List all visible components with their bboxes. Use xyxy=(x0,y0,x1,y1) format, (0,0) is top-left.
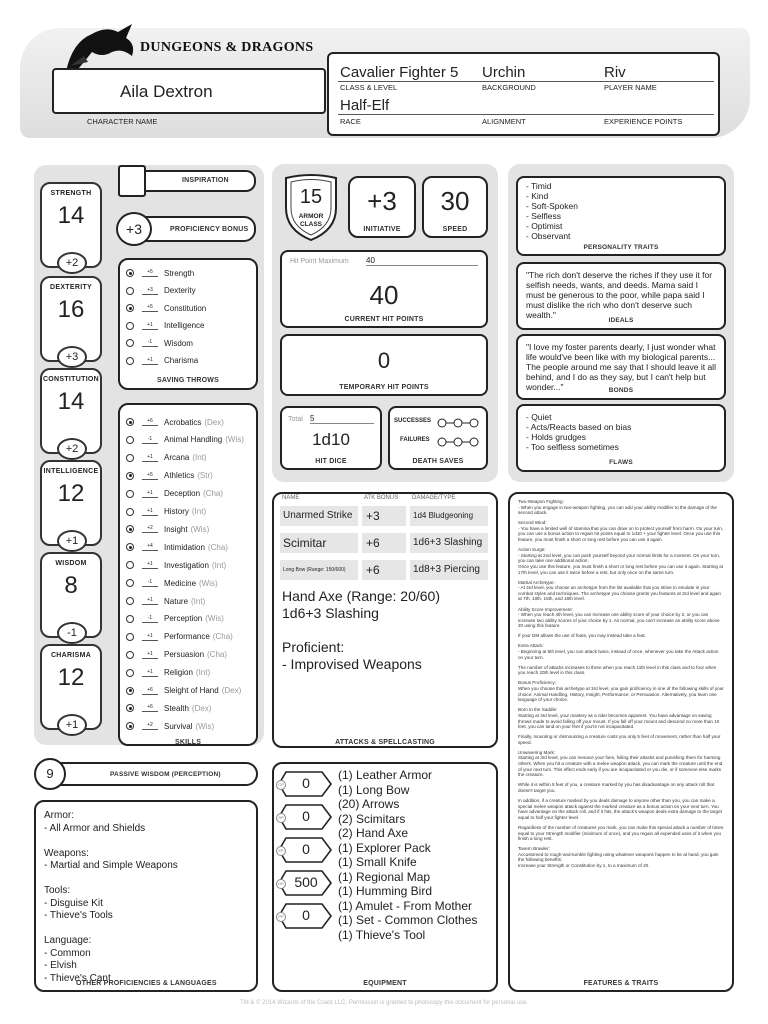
skill-ability: (Int) xyxy=(211,560,227,570)
ideals-label: IDEALS xyxy=(608,317,634,324)
skill-name: Nature xyxy=(164,596,189,606)
feature-paragraph: Unwavering Mark: Starting at 3rd level, you can menace your foes, foiling their attacks and punishing them for harming others. When you hit a creature with a melee weapon attack, you can mark the creature until the end of your next turn. This effect ends early if you are incapacitated or you die, or if someone else marks the creature. xyxy=(518,749,723,778)
proficiency-dot[interactable] xyxy=(126,322,134,330)
failure-checkboxes[interactable] xyxy=(436,434,480,444)
skill-ability: (Wis) xyxy=(225,435,244,445)
skill-bonus: +2 xyxy=(142,722,158,730)
ability-modifier: +2 xyxy=(57,252,87,274)
bonds-label: BONDS xyxy=(608,387,634,394)
saving-throw-bonus: +5 xyxy=(142,269,158,277)
coin-box[interactable] xyxy=(276,804,332,830)
alignment-label: ALIGNMENT xyxy=(482,117,526,126)
coin-code: SP xyxy=(276,813,286,823)
attack-damage: 1d6+3 Slashing xyxy=(410,533,488,553)
ability-modifier: +3 xyxy=(57,346,87,368)
proficiency-dot[interactable] xyxy=(126,339,134,347)
skill-ability: (Cha) xyxy=(212,632,233,642)
proficiency-dot[interactable] xyxy=(126,508,134,516)
saving-throw-bonus: +5 xyxy=(142,304,158,312)
proficiency-line xyxy=(44,923,250,936)
coin-value: 0 xyxy=(302,841,310,857)
flaws-text[interactable] xyxy=(526,412,631,452)
feature-paragraph: Two-Weapon Fighting: - When you engage in two-weapon fighting, you can add your ability modifier to the damage of the second attack. xyxy=(518,499,717,516)
race-label: RACE xyxy=(340,117,361,126)
hit-dice-total-label: Total xyxy=(288,416,303,423)
feature-paragraph: Ability Score Improvement: - When you reach 4th level, you can increase one ability score of your choice by 2, or you can increase two ability scores of your choice by 1. As normal, you can't increase an ability score above 20 using this feature. xyxy=(518,606,720,629)
bonds-text[interactable]: "I love my foster parents dearly, I just wonder what life would've been like with my biological parents... The people around me say that I should leave it all behind, and I do as they say, but I can't help but wonder..." xyxy=(526,342,716,392)
attack-damage: 1d8+3 Piercing xyxy=(410,560,488,580)
temp-hp-label: TEMPORARY HIT POINTS xyxy=(339,384,429,391)
skill-name: Deception xyxy=(164,489,201,499)
proficiency-line xyxy=(44,873,250,886)
speed-label: SPEED xyxy=(442,226,468,233)
proficiency-line: Language: xyxy=(44,935,92,946)
skill-bonus: +5 xyxy=(142,472,158,480)
skill-row[interactable] xyxy=(126,505,206,519)
skill-ability: (Wis) xyxy=(195,721,215,731)
ability-wisdom xyxy=(40,552,102,638)
skill-name: Investigation xyxy=(164,560,209,570)
ability-score[interactable]: 14 xyxy=(57,388,85,415)
ability-score[interactable]: 14 xyxy=(57,202,85,229)
skill-ability: (Str) xyxy=(197,471,213,481)
skill-ability: (Cha) xyxy=(207,650,228,660)
proficiency-dot[interactable] xyxy=(126,579,134,587)
ability-name: CONSTITUTION xyxy=(42,376,100,383)
proficiency-dot[interactable] xyxy=(126,525,134,533)
skill-row[interactable] xyxy=(126,684,241,698)
equipment-item: (2) Scimitars xyxy=(338,811,406,826)
ability-score[interactable]: 12 xyxy=(57,664,85,691)
temp-hp-value[interactable]: 0 xyxy=(377,348,391,373)
coin-box[interactable] xyxy=(276,771,332,797)
proficiency-dot[interactable] xyxy=(126,669,134,677)
skill-name: Stealth xyxy=(164,703,189,713)
skill-row[interactable] xyxy=(126,701,211,715)
background-value[interactable]: Urchin xyxy=(482,64,526,81)
proficiency-dot[interactable] xyxy=(126,418,134,426)
attack-note-line: - Improvised Weapons xyxy=(282,656,422,672)
feature-paragraph: The number of attacks increases to three when you reach 11th level in this class and to four when you reach 20th level in this class. xyxy=(518,664,717,676)
skill-bonus: +1 xyxy=(142,651,158,659)
saving-throw-name: Constitution xyxy=(164,303,207,313)
skill-ability: (Int) xyxy=(195,668,211,678)
skill-ability: (Wis) xyxy=(190,524,210,534)
footer-copyright: TM & © 2014 Wizards of the Coast LLC. Permission is granted to photocopy this document for personal use. xyxy=(240,1000,528,1006)
ability-name: DEXTERITY xyxy=(50,284,92,291)
class-level-value[interactable]: Cavalier Fighter 5 xyxy=(340,64,459,81)
proficiency-dot[interactable] xyxy=(126,269,134,277)
ability-intelligence xyxy=(40,460,102,546)
proficiency-line: - Thieve's Cant xyxy=(44,972,111,984)
attack-row[interactable] xyxy=(280,560,490,580)
proficiency-dot[interactable] xyxy=(126,687,134,695)
proficiency-line: - Elvish xyxy=(44,960,77,971)
coin-box[interactable] xyxy=(276,903,332,929)
coin-value: 0 xyxy=(302,808,310,824)
proficiency-dot[interactable] xyxy=(126,304,134,312)
skill-ability: (Int) xyxy=(191,596,206,606)
skill-row[interactable] xyxy=(126,415,224,429)
skill-ability: (Cha) xyxy=(207,542,228,552)
coin-code: PP xyxy=(276,912,286,922)
skill-name: Sleight of Hand xyxy=(164,686,219,695)
skill-row[interactable] xyxy=(126,540,228,554)
saving-throws-label: SAVING THROWS xyxy=(157,377,219,384)
ability-name: STRENGTH xyxy=(50,190,92,197)
hp-max-value[interactable]: 40 xyxy=(366,256,478,266)
personality-traits-text[interactable] xyxy=(526,181,578,241)
skill-row[interactable] xyxy=(126,594,205,608)
equipment-item: (1) Humming Bird xyxy=(338,884,433,898)
attacks-label: ATTACKS & SPELLCASTING xyxy=(335,739,435,746)
skill-name: Intimidation xyxy=(164,542,205,552)
skill-name: Religion xyxy=(164,668,193,678)
death-saves-label: DEATH SAVES xyxy=(412,458,464,465)
saving-throw-name: Wisdom xyxy=(164,338,193,348)
ability-strength xyxy=(40,182,102,268)
feature-paragraph: If your DM allows the use of feats, you may instead take a feat. xyxy=(518,633,646,639)
equipment-item: (1) Thieve's Tool xyxy=(338,927,426,942)
saving-throw-name: Intelligence xyxy=(164,321,205,330)
proficiency-bonus-value[interactable]: +3 xyxy=(116,212,152,246)
feature-paragraph: Martial Archetype: - At 3rd level, you choose an archetype from the list available that you strive to emulate in your combat styles and techniques. The archetype you choose grants you features at 3rd level and again at 7th, 10th, 15th, and 18th level. xyxy=(518,579,721,602)
attack-note-line: 1d6+3 Slashing xyxy=(282,605,379,621)
attack-name: Long Bow (Range: 150/600) xyxy=(280,560,358,580)
experience-label: EXPERIENCE POINTS xyxy=(604,117,683,126)
attack-notes[interactable] xyxy=(282,588,488,673)
ability-modifier: +1 xyxy=(57,530,87,552)
proficiency-line: - Disguise Kit xyxy=(44,897,103,909)
equipment-list[interactable] xyxy=(338,768,494,942)
skill-row[interactable] xyxy=(126,612,224,626)
skill-row[interactable] xyxy=(126,648,227,662)
skill-ability: (Wis) xyxy=(199,578,218,588)
skill-row[interactable] xyxy=(126,469,213,483)
trait-line: - Timid xyxy=(526,181,552,191)
skill-row[interactable] xyxy=(126,630,233,644)
proficiency-dot[interactable] xyxy=(126,597,134,605)
trait-line: - Selfless xyxy=(526,211,561,221)
attack-row[interactable] xyxy=(280,506,490,526)
flaw-line: - Too selfless sometimes xyxy=(526,442,619,452)
ability-name: WISDOM xyxy=(55,560,87,567)
proficiency-dot[interactable] xyxy=(126,454,134,462)
background-label: BACKGROUND xyxy=(482,83,536,92)
armor-class-label: ARMOR CLASS xyxy=(298,213,324,228)
skill-bonus: -1 xyxy=(142,436,158,444)
proficiency-line xyxy=(44,835,250,848)
ability-modifier: -1 xyxy=(57,622,87,644)
ability-charisma xyxy=(40,644,102,730)
saving-throw-name: Charisma xyxy=(164,356,199,365)
attack-note-line: Proficient: xyxy=(282,639,345,655)
attack-note-line xyxy=(282,622,488,639)
feature-paragraph: Bonus Proficiency: When you choose this archetype at 3rd level, you gain proficiency in one of the following skills of your choice: Animal Handling, History, Insight, Performance, or Persuasion. Alternatively, you learn one language of your choice. xyxy=(518,680,724,703)
skill-row[interactable] xyxy=(126,666,210,680)
skill-bonus: +1 xyxy=(142,561,158,569)
saving-throw-bonus: +1 xyxy=(142,357,158,365)
proficiency-dot[interactable] xyxy=(126,722,134,730)
skill-name: Acrobatics xyxy=(164,417,202,427)
initiative-label: INITIATIVE xyxy=(363,226,401,233)
skill-name: Persuasion xyxy=(164,650,205,660)
skill-row[interactable] xyxy=(126,487,223,501)
skill-name: Survival xyxy=(164,721,193,731)
equipment-item: (1) Set - Common Clothes xyxy=(338,913,478,927)
proficiency-dot[interactable] xyxy=(126,490,134,498)
skill-bonus: +1 xyxy=(142,633,158,641)
attack-col-damage: DAMAGE/TYPE xyxy=(412,495,456,501)
proficiency-dot[interactable] xyxy=(126,704,134,712)
armor-class-value[interactable]: 15 xyxy=(299,186,323,208)
player-name-label: PLAYER NAME xyxy=(604,83,657,92)
equipment-item: (1) Leather Armor xyxy=(338,768,433,782)
skill-bonus: +4 xyxy=(142,543,158,551)
skill-ability: (Wis) xyxy=(205,614,224,624)
ability-dexterity xyxy=(40,276,102,362)
skill-row[interactable] xyxy=(126,433,244,447)
trait-line: - Kind xyxy=(526,191,549,201)
equipment-item: (1) Long Bow xyxy=(338,782,410,797)
proficiency-dot[interactable] xyxy=(126,561,134,569)
skill-ability: (Dex) xyxy=(191,703,212,713)
proficiency-dot[interactable] xyxy=(126,633,134,641)
speed-value[interactable]: 30 xyxy=(440,186,470,216)
equipment-item: (1) Regional Map xyxy=(338,869,431,884)
feature-paragraph: Regardless of the number of creatures you mark, you can make this special attack a number of times equal to your Strength modifier (minimum of once), and you regain all expended uses of it when you finish a long rest. xyxy=(518,824,724,842)
ability-name: INTELLIGENCE xyxy=(43,468,99,475)
proficiency-dot[interactable] xyxy=(126,543,134,551)
skill-bonus: +1 xyxy=(142,454,158,462)
proficiency-line: - Thieve's Tools xyxy=(44,910,113,921)
saving-throw-name: Strength xyxy=(164,268,195,278)
attack-note-line: Hand Axe (Range: 20/60) xyxy=(282,588,440,604)
saving-throw-row[interactable] xyxy=(126,284,196,298)
proficiency-bonus-label: PROFICIENCY BONUS xyxy=(170,226,249,233)
coin-code: CP xyxy=(276,780,286,790)
passive-wisdom-label: PASSIVE WISDOM (PERCEPTION) xyxy=(110,771,221,778)
proficiency-line: Armor: xyxy=(44,810,74,821)
skill-bonus: -1 xyxy=(142,579,158,587)
skill-row[interactable] xyxy=(126,451,207,465)
attack-bonus: +6 xyxy=(362,560,406,580)
proficiency-dot[interactable] xyxy=(126,615,134,623)
equipment-item: (1) Explorer Pack xyxy=(338,840,431,855)
equipment-item: (1) Small Knife xyxy=(338,855,417,869)
player-name-value[interactable]: Riv xyxy=(604,64,626,81)
skill-bonus: +1 xyxy=(142,669,158,677)
logo-text: DUNGEONS & DRAGONS xyxy=(140,40,314,55)
skill-bonus: +1 xyxy=(142,597,158,605)
ability-modifier: +1 xyxy=(57,714,87,736)
saving-throw-name: Dexterity xyxy=(164,286,196,295)
attack-bonus: +6 xyxy=(362,533,406,553)
skill-bonus: +1 xyxy=(142,490,158,498)
inspiration-label: INSPIRATION xyxy=(182,177,229,184)
skill-ability: (Dex) xyxy=(204,417,224,427)
ability-name: CHARISMA xyxy=(50,652,92,659)
feature-paragraph: While it is within 5 feet of you, a creature marked by you has disadvantage on any attack roll that doesn't target you. xyxy=(518,782,715,793)
hit-dice-total-value[interactable]: 5 xyxy=(310,414,374,424)
skill-ability: (Cha) xyxy=(203,489,224,499)
trait-line: - Soft-Spoken xyxy=(526,201,578,211)
header-divider-2 xyxy=(338,114,714,115)
feature-paragraph: Tavern Brawler: Accustomed to rough-and-tumble fighting using whatever weapons happen to be at hand, you gain the following benefits: Increase your Strength or Constitution by 1, to a maximum of 20. xyxy=(518,846,719,868)
race-value[interactable]: Half-Elf xyxy=(340,97,390,114)
failures-label: FAILURES xyxy=(400,437,430,443)
inspiration-box[interactable] xyxy=(118,165,146,197)
hp-max-label: Hit Point Maximum xyxy=(290,258,349,265)
skill-name: Performance xyxy=(164,632,210,642)
passive-wisdom-value[interactable]: 9 xyxy=(34,758,66,790)
skill-bonus: -1 xyxy=(142,615,158,623)
personality-traits-label: PERSONALITY TRAITS xyxy=(583,244,659,251)
skill-bonus: +6 xyxy=(142,687,158,695)
skill-bonus: +6 xyxy=(142,418,158,426)
header-divider-1 xyxy=(338,81,714,82)
coin-value: 500 xyxy=(294,874,318,890)
saving-throw-bonus: +3 xyxy=(142,287,158,295)
ability-score[interactable]: 8 xyxy=(64,572,78,599)
attack-row[interactable] xyxy=(280,533,490,553)
proficiency-dot[interactable] xyxy=(126,651,134,659)
proficiency-line: - Common xyxy=(44,947,91,959)
proficiency-line: Weapons: xyxy=(44,847,89,859)
saving-throw-row[interactable] xyxy=(126,301,206,315)
saving-throw-bonus: +1 xyxy=(142,322,158,330)
skill-bonus: +2 xyxy=(142,525,158,533)
trait-line: - Optimist xyxy=(526,221,563,231)
current-hp-value[interactable]: 40 xyxy=(369,280,399,310)
ability-constitution xyxy=(40,368,102,454)
skill-ability: (Int) xyxy=(191,507,207,516)
attack-col-name: NAME xyxy=(282,495,300,501)
skills-label: SKILLS xyxy=(175,739,202,746)
skill-name: Perception xyxy=(164,614,203,624)
flaws-label: FLAWS xyxy=(609,459,633,466)
success-checkboxes[interactable] xyxy=(436,415,480,425)
ability-score[interactable]: 12 xyxy=(57,480,85,507)
skill-name: History xyxy=(164,507,189,516)
skill-row[interactable] xyxy=(126,719,214,733)
feature-paragraph: Second Wind: - You have a limited well of stamina that you can draw on to protect yourself from harm. On your turn, you can use a bonus action to regain hit points equal to 1d10 + your fighter level. Once you use this feature, you must finish a short or long rest before you can use it again. xyxy=(518,520,724,543)
feature-paragraph: Action Surge: - Starting at 2nd level, you can push yourself beyond your normal limits for a moment. On your turn, you can take one additional action. Once you use this feature, you must finish a short or long rest before you can use it again. Starting at 17th level, you can use it twice before a rest, but only once on the same turn. xyxy=(518,547,724,575)
coin-value: 0 xyxy=(302,775,310,791)
ideals-text[interactable]: "The rich don't deserve the riches if they use it for selfish needs, wants, and deeds. Mama said I must be generous to the poor, while papa said I must dislike the rich who don't deserve such wealth." xyxy=(526,270,713,320)
character-name-value[interactable]: Aila Dextron xyxy=(120,82,213,101)
proficiency-dot[interactable] xyxy=(126,472,134,480)
skill-row[interactable] xyxy=(126,522,209,536)
attack-name: Scimitar xyxy=(280,533,358,553)
proficiency-dot[interactable] xyxy=(126,436,134,444)
saving-throw-row[interactable] xyxy=(126,266,194,280)
proficiency-dot[interactable] xyxy=(126,357,134,365)
coin-box[interactable] xyxy=(276,870,332,896)
other-proficiencies-text[interactable] xyxy=(44,810,250,985)
ability-score[interactable]: 16 xyxy=(57,296,85,323)
proficiency-line: Tools: xyxy=(44,885,71,896)
coin-code: GP xyxy=(276,879,286,889)
features-text[interactable] xyxy=(518,499,724,969)
saving-throw-row[interactable] xyxy=(126,319,204,333)
hit-dice-value[interactable]: 1d10 xyxy=(312,430,350,449)
proficiency-dot[interactable] xyxy=(126,287,134,295)
hit-dice-label: HIT DICE xyxy=(315,458,347,465)
flaw-line: - Acts/Reacts based on bias xyxy=(526,422,632,432)
saving-throw-row[interactable] xyxy=(126,336,193,350)
skill-name: Athletics xyxy=(164,471,195,481)
initiative-value[interactable]: +3 xyxy=(367,186,397,216)
trait-line: - Observant xyxy=(526,231,571,241)
other-proficiencies-label: OTHER PROFICIENCIES & LANGUAGES xyxy=(76,980,217,987)
attack-name: Unarmed Strike xyxy=(280,506,358,526)
current-hp-label: CURRENT HIT POINTS xyxy=(344,316,424,323)
class-level-label: CLASS & LEVEL xyxy=(340,83,398,92)
skill-name: Insight xyxy=(164,524,188,534)
coin-box[interactable] xyxy=(276,837,332,863)
skill-row[interactable] xyxy=(126,558,226,572)
feature-paragraph: Finally, mounting or dismounting a creature costs you only 5 feet of movement, rather than half your speed. xyxy=(518,734,721,745)
equipment-item: (1) Amulet - From Mother xyxy=(338,898,473,913)
skill-name: Medicine xyxy=(164,578,197,588)
coin-code: EP xyxy=(276,846,286,856)
feature-paragraph: Born to the Saddle: Starting at 3rd level, your mastery as a rider becomes apparent. You have advantage on saving throws made to avoid falling off your mount. If you fall off your mount and descend no more than 10 feet, you can land on your feet if you're not incapacitated. xyxy=(518,707,720,730)
skill-bonus: +6 xyxy=(142,704,158,712)
attack-col-bonus: ATK BONUS xyxy=(364,495,399,501)
skill-bonus: +1 xyxy=(142,508,158,516)
attack-damage: 1d4 Bludgeoning xyxy=(410,506,488,526)
coin-value: 0 xyxy=(302,907,310,923)
feature-paragraph: Extra Attack: - Beginning at 5th level, you can attack twice, instead of once, whenever you take the Attack action on your turn. xyxy=(518,643,719,660)
equipment-item: (20) Arrows xyxy=(338,797,400,811)
proficiency-line: - Martial and Simple Weapons xyxy=(44,860,178,871)
skill-name: Arcana xyxy=(164,453,190,463)
character-name-label: CHARACTER NAME xyxy=(87,117,158,126)
saving-throw-bonus: -1 xyxy=(142,339,158,347)
equipment-item: (2) Hand Axe xyxy=(338,826,409,840)
equipment-label: EQUIPMENT xyxy=(363,980,407,987)
attack-bonus: +3 xyxy=(362,506,406,526)
skill-name: Animal Handling xyxy=(164,435,223,445)
skill-row[interactable] xyxy=(126,576,218,590)
proficiency-line: - All Armor and Shields xyxy=(44,822,146,834)
ability-modifier: +2 xyxy=(57,438,87,460)
skill-ability: (Dex) xyxy=(221,686,242,695)
feature-paragraph: In addition, if a creature marked by you deals damage to anyone other than you, you can make a special melee weapon attack against the marked creature as a bonus action on your next turn. You have advantage on the attack roll, and if it hits, the attack's weapon deals extra damage to the target equal to half your fighter level. xyxy=(518,798,722,820)
flaw-line: - Holds grudges xyxy=(526,432,587,442)
saving-throw-row[interactable] xyxy=(126,354,198,368)
flaw-line: - Quiet xyxy=(526,412,552,422)
skill-ability: (Int) xyxy=(192,453,207,463)
features-label: FEATURES & TRAITS xyxy=(583,980,659,987)
successes-label: SUCCESSES xyxy=(394,418,432,424)
